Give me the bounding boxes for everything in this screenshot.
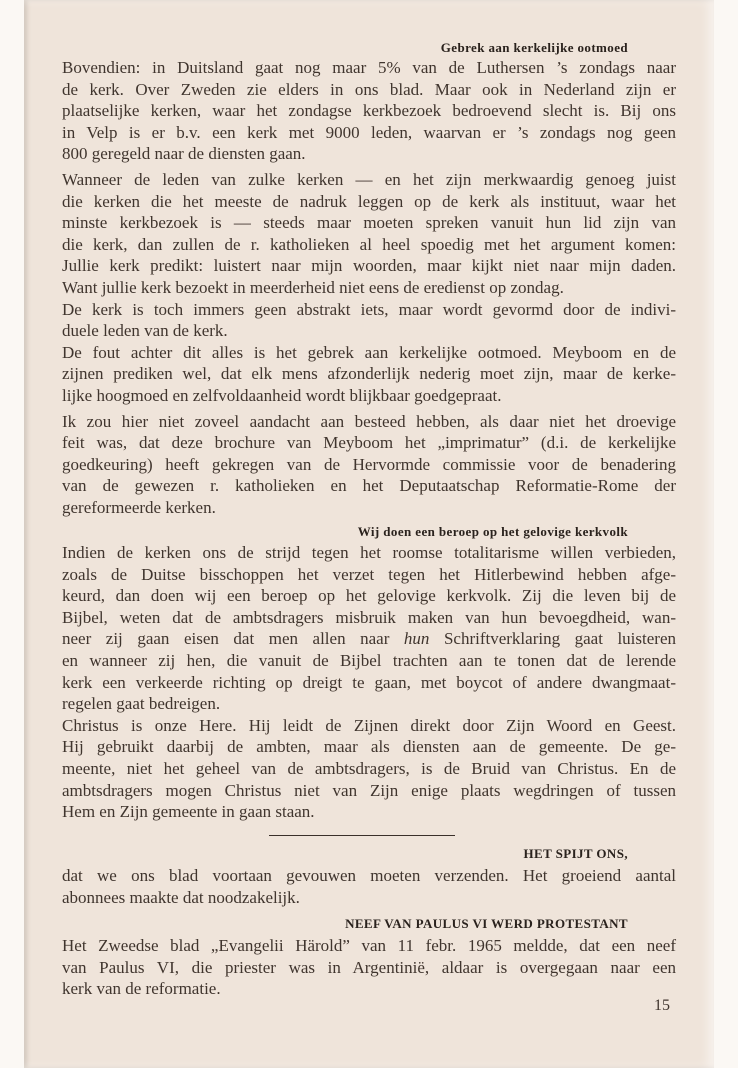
text-line: meente, niet het geheel van de ambtsdragers, is de Bruid van Christus. En de [62, 758, 676, 778]
text-line: regelen gaat bedreigen. [62, 694, 221, 714]
section-body-3 [62, 865, 676, 908]
text-line: feit was, dat deze brochure van Meyboom het „imprimatur” (d.i. de kerkelijke [62, 433, 676, 453]
document-page [24, 0, 714, 1068]
paragraph [62, 299, 676, 342]
text-line: Bovendien: in Duitsland gaat nog maar 5% van de Luthersen ’s zondags naar [62, 58, 676, 77]
paragraph [62, 542, 676, 715]
heading-het-spijt-ons: HET SPIJT ONS, [523, 846, 628, 861]
paragraph [62, 342, 676, 407]
text-line: Hij gebruikt daarbij de ambten, maar als diensten aan de gemeente. De ge- [62, 737, 676, 757]
text-line: zoals de Duitse bisschoppen het verzet tegen het Hitlerbewind hebben afge- [62, 564, 676, 584]
paragraph [62, 865, 676, 908]
text-line: 800 geregeld naar de diensten gaan. [62, 144, 306, 164]
section-body-4 [62, 935, 676, 1000]
text-line: kerk een verkeerde richting op dreigt te gaan, met boycot of andere dwangmaat- [62, 672, 676, 692]
section-divider [269, 835, 455, 836]
text-line: De fout achter dit alles is het gebrek aan kerkelijke ootmoed. Meyboom en de [62, 342, 676, 362]
text-line: Het Zweedse blad „Evangelii Härold” van 11 febr. 1965 meldde, dat een neef [62, 936, 676, 955]
paragraph [62, 169, 676, 299]
text-line: keurd, dan doen wij een beroep op het gelovige kerkvolk. Zij die leven bij de [62, 586, 676, 606]
text-line: die kerk, dan zullen de r. katholieken al heel spoedig met het argument komen: [62, 234, 676, 254]
text-line: kerk van de reformatie. [62, 979, 221, 999]
text-line: duele leden van de kerk. [62, 321, 228, 341]
text-line: Wanneer de leden van zulke kerken — en het zijn merkwaardig genoeg juist [62, 169, 676, 189]
emphasis: hun [403, 629, 430, 649]
text-line: goedkeuring) heeft gekregen van de Hervormde commissie voor de benadering [62, 454, 676, 474]
text-line: gereformeerde kerken. [62, 497, 216, 517]
text-line: lijke hoogmoed en zelfvoldaanheid wordt blijkbaar goedgepraat. [62, 385, 502, 405]
text-line: van Paulus VI, die priester was in Argentinië, aldaar is overgegaan naar een [62, 957, 676, 977]
text-line: plaatselijke kerken, waar het zondagse kerkbezoek bedroevend slecht is. Bij ons [62, 101, 676, 121]
section-body-2 [62, 542, 676, 823]
text-line: minste kerkbezoek is — steeds maar moeten spreken vanuit hun lid zijn van [62, 213, 676, 233]
paragraph [62, 715, 676, 823]
text-line: Want jullie kerk bezoekt in meerderheid niet eens de eredienst op zondag. [62, 277, 564, 297]
text-line: De kerk is toch immers geen abstrakt iets, maar wordt gevormd door de indivi- [62, 299, 676, 319]
paragraph [62, 935, 676, 1000]
text-line: Ik zou hier niet zoveel aandacht aan besteed hebben, als daar niet het droevige [62, 411, 676, 431]
text-line: ambtsdragers mogen Christus niet van Zijn enige plaats wegdringen of tussen [62, 780, 676, 800]
text-line: zijnen prediken wel, dat elk mens afzonderlijk nederig moet zijn, maar de kerke- [62, 364, 676, 384]
text-line: in Velp is er b.v. een kerk met 9000 leden, waarvan er ’s zondags nog geen [62, 122, 676, 142]
text-line: Indien de kerken ons de strijd tegen het roomse totalitarisme willen verbieden, [62, 543, 676, 562]
heading-neef-van-paulus: NEEF VAN PAULUS VI WERD PROTESTANT [345, 916, 628, 931]
paragraph [62, 411, 676, 519]
text-line: Bijbel, weten dat de ambtsdragers misbruik maken van hun bevoegdheid, wan- [62, 607, 676, 627]
text-line: Christus is onze Here. Hij leidt de Zijnen direkt door Zijn Woord en Geest. [62, 715, 676, 735]
text-line: de kerk. Over Zweden zie elders in ons blad. Maar ook in Nederland zijn er [62, 79, 676, 99]
text-line: dat we ons blad voortaan gevouwen moeten verzenden. Het groeiend aantal [62, 866, 676, 885]
paragraph [62, 57, 676, 165]
section-body-1 [62, 57, 676, 518]
heading-gebrek-aan-kerkelijke-ootmoed: Gebrek aan kerkelijke ootmoed [440, 40, 628, 55]
text-line: Jullie kerk predikt: luistert naar mijn woorden, maar kijkt niet naar mijn daden. [62, 256, 676, 276]
text-line: en wanneer zij hen, die vanuit de Bijbel trachten aan te tonen dat de lerende [62, 650, 676, 670]
text-line: van de gewezen r. katholieken en het Deputaatschap Reformatie-Rome der [62, 476, 676, 496]
text-line: neer zij gaan eisen dat men allen naar hun Schriftverklaring gaat luisteren [62, 629, 677, 649]
page-number: 15 [654, 997, 670, 1014]
text-line: Hem en Zijn gemeente in gaan staan. [62, 802, 315, 822]
text-line: abonnees maakte dat noodzakelijk. [62, 887, 300, 907]
text-line: die kerken die het meeste de nadruk leggen op de kerk als instituut, waar het [62, 191, 676, 211]
heading-wij-doen-een-beroep: Wij doen een beroep op het gelovige kerkvolk [357, 524, 628, 539]
